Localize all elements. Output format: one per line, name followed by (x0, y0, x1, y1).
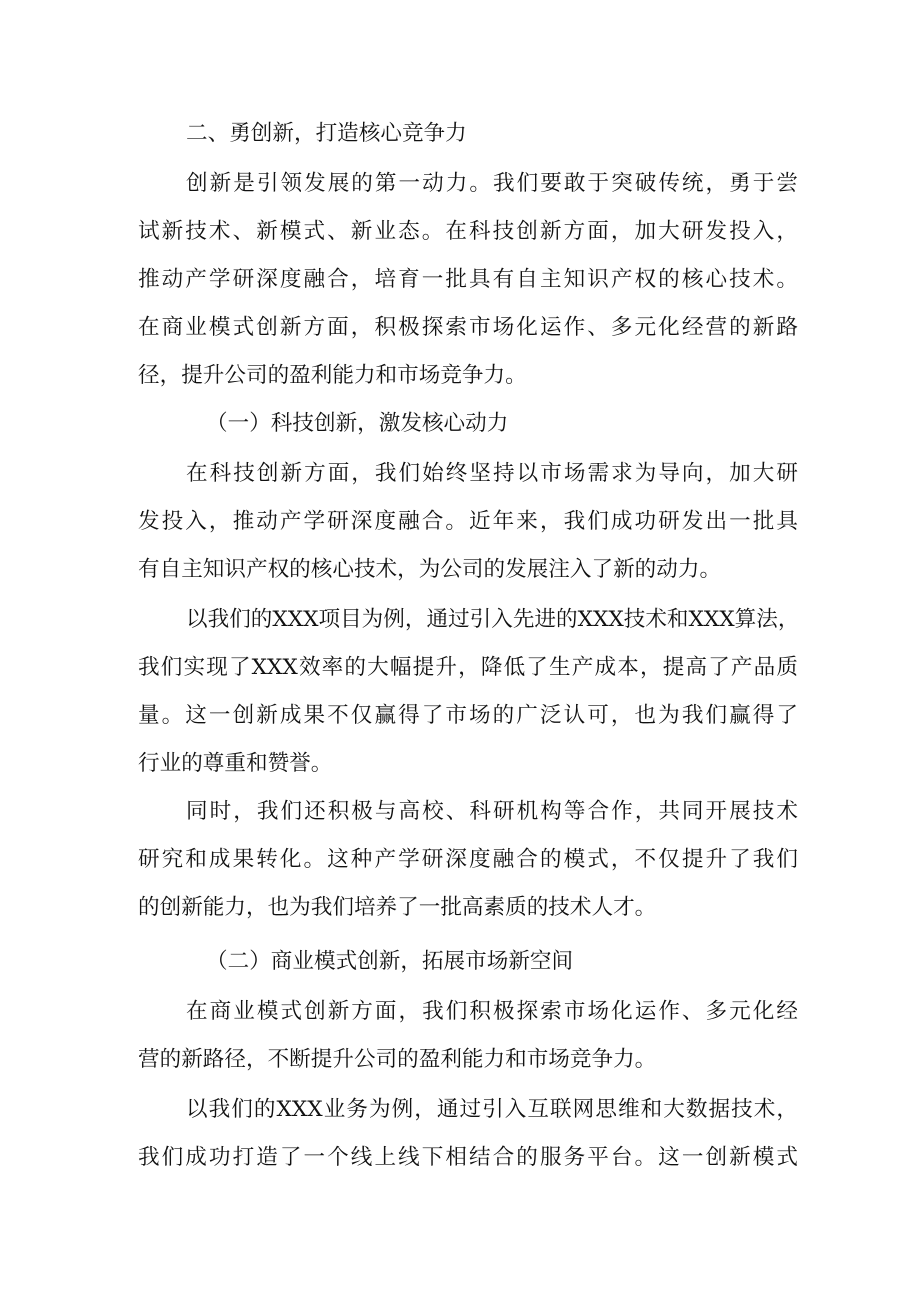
paragraph-line: 研究和成果转化。这种产学研深度融合的模式，不仅提升了我们 (138, 847, 798, 872)
paragraph-line: 推动产学研深度融合，培育一批具有自主知识产权的核心技术。 (138, 267, 798, 292)
paragraph-line: 径，提升公司的盈利能力和市场竞争力。 (138, 363, 527, 388)
paragraph-line: 在科技创新方面，我们始终坚持以市场需求为导向，加大研 (186, 461, 798, 486)
paragraph-line: 同时，我们还积极与高校、科研机构等合作，共同开展技术 (186, 799, 798, 824)
paragraph-line: 在商业模式创新方面，积极探索市场化运作、多元化经营的新路 (138, 315, 798, 340)
paragraph-line: 发投入，推动产学研深度融合。近年来，我们成功研发出一批具 (138, 509, 798, 534)
paragraph-line: 营的新路径，不断提升公司的盈利能力和市场竞争力。 (138, 1047, 657, 1072)
paragraph-line: 创新是引领发展的第一动力。我们要敢于突破传统，勇于尝 (186, 171, 798, 196)
paragraph-line: 行业的尊重和赞誉。 (138, 751, 333, 776)
paragraph-line: 的创新能力，也为我们培养了一批高素质的技术人才。 (138, 895, 657, 920)
paragraph-line: 以我们的XXX业务为例，通过引入互联网思维和大数据技术， (186, 1097, 798, 1122)
paragraph-line: 有自主知识产权的核心技术，为公司的发展注入了新的动力。 (138, 557, 722, 582)
section-title: 二、勇创新，打造核心竞争力 (186, 121, 467, 146)
subsection-1-title: （一）科技创新，激发核心动力 (206, 411, 509, 436)
subsection-2-title: （二）商业模式创新，拓展市场新空间 (206, 949, 574, 974)
paragraph-line: 我们成功打造了一个线上线下相结合的服务平台。这一创新模式 (138, 1145, 798, 1170)
paragraph-line: 试新技术、新模式、新业态。在科技创新方面，加大研发投入， (138, 219, 798, 244)
paragraph-line: 在商业模式创新方面，我们积极探索市场化运作、多元化经 (186, 999, 798, 1024)
paragraph-line: 我们实现了XXX效率的大幅提升，降低了生产成本，提高了产品质 (138, 655, 798, 680)
paragraph-line: 量。这一创新成果不仅赢得了市场的广泛认可，也为我们赢得了 (138, 703, 798, 728)
paragraph-line: 以我们的XXX项目为例，通过引入先进的XXX技术和XXX算法， (186, 607, 800, 632)
